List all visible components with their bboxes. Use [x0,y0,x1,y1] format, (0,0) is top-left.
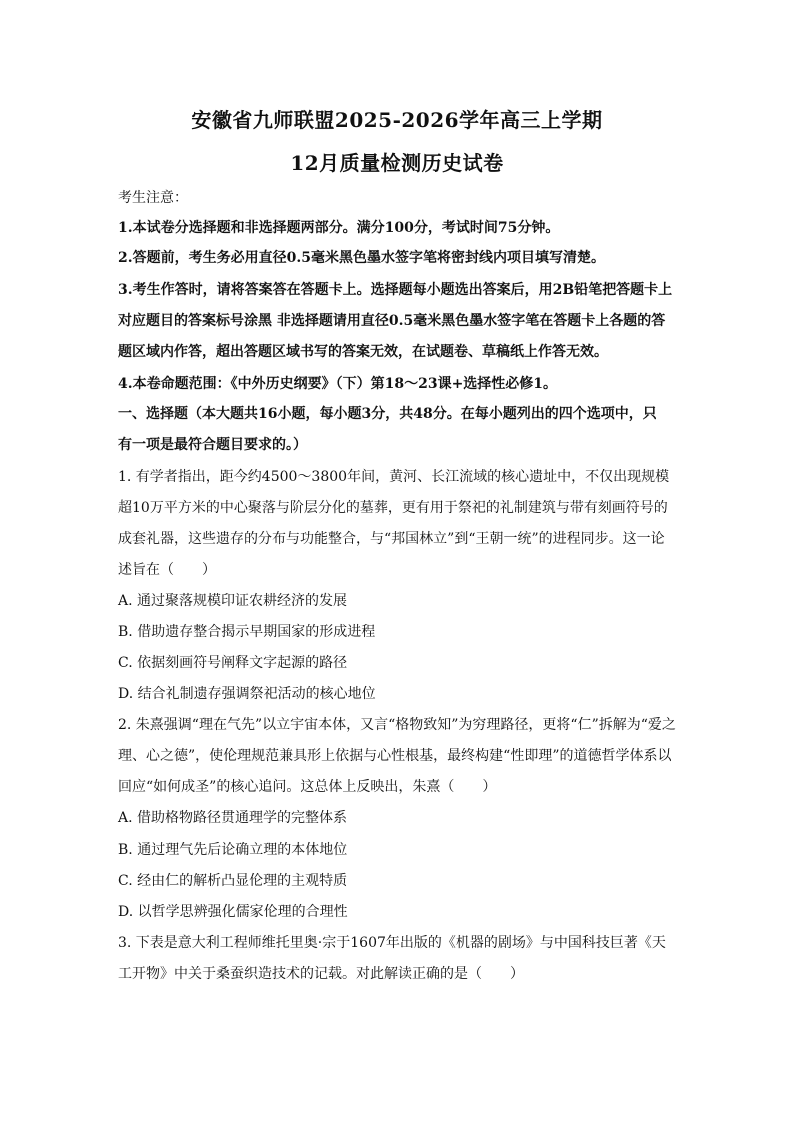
section-heading: 一、选择题（本大题共16小题，每小题3分，共48分。在每小题列出的四个选项中，只 [118,406,657,422]
notice-item-1: 1.本试卷分选择题和非选择题两部分。满分100分，考试时间75分钟。 [118,220,560,236]
notice-item-3: 3.考生作答时，请将答案答在答题卡上。选择题每小题选出答案后，用2B铅笔把答题卡上 [118,282,673,298]
question-1-option-d: D. 结合礼制遗存强调祭祀活动的核心地位 [118,686,376,702]
notice-item-3-cont2: 题区域内作答，超出答题区域书写的答案无效，在试题卷、草稿纸上作答无效。 [118,344,608,360]
section-heading-cont: 有一项是最符合题目要求的。） [118,437,307,453]
page-title-line2: 12月质量检测历史试卷 [290,151,504,175]
notice-item-3-cont: 对应题目的答案标号涂黑 非选择题请用直径0.5毫米黑色墨水签字笔在答题卡上各题的答 [118,313,666,329]
question-2-option-a: A. 借助格物路径贯通理学的完整体系 [118,810,348,826]
question-1-option-a: A. 通过聚落规模印证农耕经济的发展 [118,593,348,609]
question-1-text-4: 述旨在（ ） [118,562,216,578]
question-1-text-1: 1. 有学者指出，距今约4500～3800年间，黄河、长江流域的核心遗址中，不仅出现规模 [118,469,670,485]
question-2-text-2: 理、心之德”，使伦理规范兼具形上依据与心性根基，最终构建“性即理”的道德哲学体系以 [118,748,672,764]
question-1-option-c: C. 依据刻画符号阐释文字起源的路径 [118,655,348,671]
notice-item-2: 2.答题前，考生务必用直径0.5毫米黑色墨水签字笔将密封线内项目填写清楚。 [118,250,605,266]
notice-item-4: 4.本卷命题范围：《中外历史纲要》（下）第18～23课+选择性必修1。 [118,376,558,392]
question-2-option-d: D. 以哲学思辨强化儒家伦理的合理性 [118,904,348,920]
page-title-line1: 安徽省九师联盟2025-2026学年高三上学期 [191,108,603,132]
question-2-text-1: 2. 朱熹强调“理在气先”以立宇宙本体，又言“格物致知”为穷理路径，更将“仁”拆解为“爱之 [118,717,676,733]
question-2-text-3: 回应“如何成圣”的核心追问。这总体上反映出，朱熹（ ） [118,779,497,795]
question-1-text-3: 成套礼器，这些遗存的分布与功能整合，与“邦国林立”到“王朝一统”的进程同步。这一论 [118,531,665,547]
question-1-option-b: B. 借助遗存整合揭示早期国家的形成进程 [118,624,376,640]
question-3-text-1: 3. 下表是意大利工程师维托里奥·宗于1607年出版的《机器的剧场》与中国科技巨著《天 [118,935,666,951]
question-3-text-2: 工开物》中关于桑蚕织造技术的记载。对此解读正确的是（ ） [118,966,524,982]
question-2-option-b: B. 通过理气先后论确立理的本体地位 [118,842,348,858]
question-2-option-c: C. 经由仁的解析凸显伦理的主观特质 [118,873,348,889]
question-1-text-2: 超10万平方米的中心聚落与阶层分化的墓葬，更有用于祭祀的礼制建筑与带有刻画符号的 [118,500,668,516]
notice-heading: 考生注意： [118,190,188,206]
